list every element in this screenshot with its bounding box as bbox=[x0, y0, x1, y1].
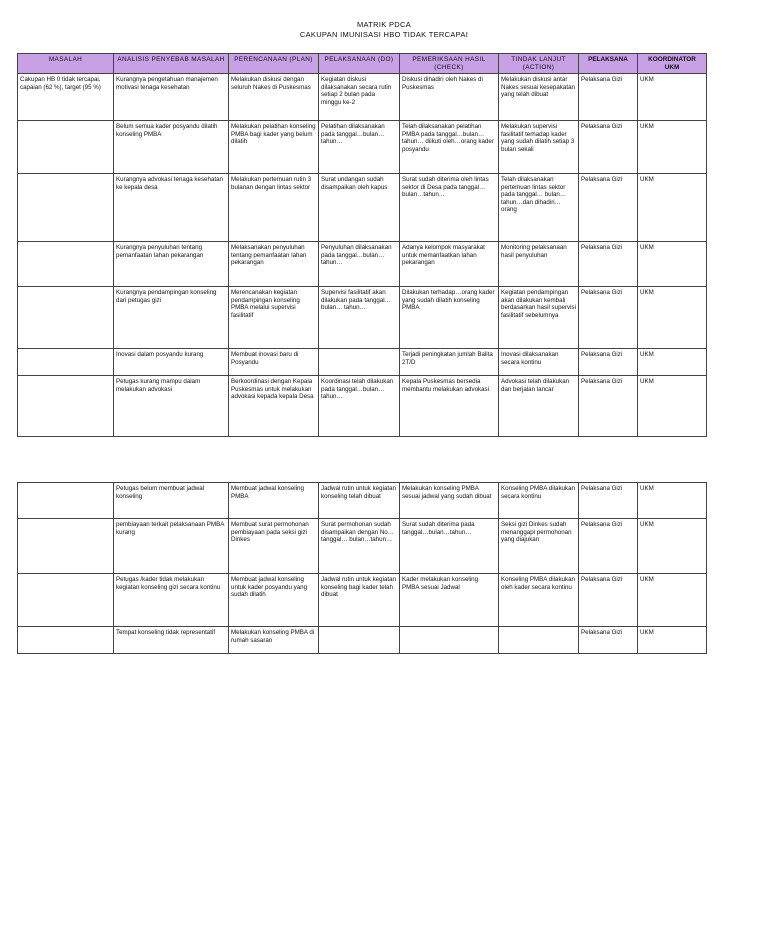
cell-tindak-lanjut: Inovasi dilaksanakan secara kontinu bbox=[499, 349, 579, 376]
cell-masalah bbox=[18, 174, 114, 242]
table-row bbox=[18, 574, 707, 627]
cell-koordinator: UKM bbox=[638, 121, 707, 174]
cell-tindak-lanjut: Seksi gizi Dinkes sudah menanggapi permohonan yang diajukan bbox=[499, 519, 579, 574]
cell-pelaksana: Pelaksana Gizi bbox=[579, 627, 638, 654]
cell-pemeriksaan: Surat sudah diterima pada tanggal…bulan…tahun… bbox=[400, 519, 499, 574]
cell-koordinator: UKM bbox=[638, 242, 707, 287]
cell-pelaksanaan: Surat undangan sudah disampaikan oleh kapus bbox=[319, 174, 400, 242]
cell-pemeriksaan bbox=[400, 627, 499, 654]
cell-masalah bbox=[18, 349, 114, 376]
cell-koordinator: UKM bbox=[638, 174, 707, 242]
document-subtitle: CAKUPAN IMUNISASI HBO TIDAK TERCAPAI bbox=[299, 30, 469, 39]
cell-perencanaan: Membuat jadwal konseling untuk kader posyandu yang sudah dilatih bbox=[229, 574, 319, 627]
cell-analisis: Petugas /kader tidak melakukan kegiatan konseling gizi secara kontinu bbox=[114, 574, 229, 627]
table-row bbox=[18, 174, 707, 242]
cell-pemeriksaan: Terjadi peningkatan jumlah Balita 2T/D bbox=[400, 349, 499, 376]
cell-pelaksana: Pelaksana Gizi bbox=[579, 287, 638, 349]
cell-perencanaan: Merencanakan kegiatan pendampingan konseling PMBA melalui supervisi fasilitatif bbox=[229, 287, 319, 349]
cell-perencanaan: Melakukan pelatihan konseling PMBA bagi kader yang belum dilatih bbox=[229, 121, 319, 174]
cell-masalah bbox=[18, 242, 114, 287]
cell-tindak-lanjut: Konseling PMBA dilakukan secara kontinu bbox=[499, 483, 579, 519]
cell-pelaksana: Pelaksana Gizi bbox=[579, 483, 638, 519]
cell-pelaksanaan: Kegiatan diskusi dilaksanakan secara rutin setiap 2 bulan pada minggu ke-2 bbox=[319, 74, 400, 121]
cell-pelaksana: Pelaksana Gizi bbox=[579, 121, 638, 174]
cell-pelaksana: Pelaksana Gizi bbox=[579, 349, 638, 376]
table-row bbox=[18, 627, 707, 654]
table-row bbox=[18, 287, 707, 349]
cell-koordinator: UKM bbox=[638, 376, 707, 437]
cell-pelaksana: Pelaksana Gizi bbox=[579, 174, 638, 242]
cell-masalah bbox=[18, 574, 114, 627]
header-row bbox=[18, 54, 707, 74]
cell-tindak-lanjut: Monitoring pelaksanaan hasil penyuluhan bbox=[499, 242, 579, 287]
cell-analisis: Kurangnya advokasi tenaga kesehatan ke kepala desa bbox=[114, 174, 229, 242]
table-row bbox=[18, 242, 707, 287]
cell-pemeriksaan: Melakukan konseling PMBA sesuai jadwal yang sudah dibuat bbox=[400, 483, 499, 519]
pdca-matrix-table-1 bbox=[17, 53, 707, 437]
cell-pelaksanaan: Jadwal rutin untuk kegiatan konseling bagi kader telah dibuat bbox=[319, 574, 400, 627]
cell-pelaksanaan: Pelatihan dilaksanakan pada tanggal…bulan… tahun… bbox=[319, 121, 400, 174]
cell-analisis: pembiayaan terkait pelaksanaan PMBA kurang bbox=[114, 519, 229, 574]
cell-analisis: Petugas belum membuat jadwal konseling bbox=[114, 483, 229, 519]
cell-analisis: Kurangnya pendampingan konseling dari petugas gizi bbox=[114, 287, 229, 349]
cell-pelaksanaan: Koordinasi telah dilakukan pada tanggal…bulan… tahun… bbox=[319, 376, 400, 437]
cell-pelaksana: Pelaksana Gizi bbox=[579, 74, 638, 121]
cell-pelaksanaan: Supervisi fasilitatif akan dilakukan pada tanggal…bulan… tahun… bbox=[319, 287, 400, 349]
cell-masalah bbox=[18, 376, 114, 437]
cell-masalah bbox=[18, 287, 114, 349]
cell-analisis: Petugas kurang mampu dalam melakukan advokasi bbox=[114, 376, 229, 437]
header-koordinator: KOORDINATOR UKM bbox=[638, 54, 707, 74]
cell-pemeriksaan: Diskusi dihadiri oleh Nakes di Puskesmas bbox=[400, 74, 499, 121]
cell-perencanaan: Melakukan diskusi dengan seluruh Nakes di Puskesmas bbox=[229, 74, 319, 121]
cell-analisis: Kurangnya penyuluhan tentang pemanfaatan lahan pekarangan bbox=[114, 242, 229, 287]
cell-tindak-lanjut: Kegiatan pendampingan akan dilakukan kembali berdasarkan hasil supervisi fasilitatif sebelumnya bbox=[499, 287, 579, 349]
cell-perencanaan: Melakukan pertemuan rutin 3 bulanan dengan lintas sektor bbox=[229, 174, 319, 242]
cell-analisis: Kurangnya pengetahuan manajemen motivasi tenaga kesehatan bbox=[114, 74, 229, 121]
cell-perencanaan: Membuat surat permohonan pembiayaan pada seksi gizi Dinkes bbox=[229, 519, 319, 574]
pdca-matrix-table-2 bbox=[17, 482, 707, 654]
table-row bbox=[18, 483, 707, 519]
cell-koordinator: UKM bbox=[638, 627, 707, 654]
header-tindak-lanjut: TINDAK LANJUT (ACTION) bbox=[499, 54, 579, 74]
cell-masalah bbox=[18, 483, 114, 519]
cell-tindak-lanjut: Advokasi telah dilakukan dan berjalan lancar bbox=[499, 376, 579, 437]
cell-pemeriksaan: Kader melakukan konseling PMBA sesuai Jadwal bbox=[400, 574, 499, 627]
cell-tindak-lanjut: Telah dilaksanakan pertemuan lintas sektor pada tanggal… bulan…tahun…dan dihadiri…orang bbox=[499, 174, 579, 242]
cell-pelaksanaan: Surat permohonan sudah disampaikan dengan No…tanggal… bulan…tahun… bbox=[319, 519, 400, 574]
cell-koordinator: UKM bbox=[638, 287, 707, 349]
cell-masalah bbox=[18, 519, 114, 574]
cell-perencanaan: Berkoordinasi dengan Kepala Puskesmas untuk melakukan advokasi kepada kepala Desa bbox=[229, 376, 319, 437]
table-row bbox=[18, 121, 707, 174]
table-row bbox=[18, 519, 707, 574]
header-perencanaan: PERENCANAAN (PLAN) bbox=[229, 54, 319, 74]
header-pemeriksaan: PEMERIKSAAN HASIL (CHECK) bbox=[400, 54, 499, 74]
cell-pemeriksaan: Surat sudah diterima oleh lintas sektor di Desa pada tanggal…bulan…tahun… bbox=[400, 174, 499, 242]
cell-koordinator: UKM bbox=[638, 574, 707, 627]
cell-tindak-lanjut: Melakukan supervisi fasilitatif terhadap kader yang sudah dilatih setiap 3 bulan sekali bbox=[499, 121, 579, 174]
cell-pemeriksaan: Adanya kelompok masyarakat untuk memanfaatkan lahan pekarangan bbox=[400, 242, 499, 287]
cell-tindak-lanjut bbox=[499, 627, 579, 654]
cell-pemeriksaan: Kepala Puskesmas bersedia membantu melakukan advokasi bbox=[400, 376, 499, 437]
cell-pelaksanaan: Penyuluhan dilaksanakan pada tanggal…bulan… tahun… bbox=[319, 242, 400, 287]
cell-masalah bbox=[18, 627, 114, 654]
cell-tindak-lanjut: Konseling PMBA dilakukan oleh kader secara kontinu bbox=[499, 574, 579, 627]
cell-pemeriksaan: Dilakukan terhadap…orang kader yang sudah dilatih konseling PMBA bbox=[400, 287, 499, 349]
cell-perencanaan: Melakukan konseling PMBA di rumah sasaran bbox=[229, 627, 319, 654]
cell-koordinator: UKM bbox=[638, 74, 707, 121]
document-title: MATRIK PDCA bbox=[357, 20, 411, 29]
cell-masalah bbox=[18, 121, 114, 174]
header-pelaksanaan: PELAKSANAAN (DO) bbox=[319, 54, 400, 74]
cell-pelaksanaan bbox=[319, 349, 400, 376]
cell-analisis: Belum semua kader posyandu dilatih konseling PMBA bbox=[114, 121, 229, 174]
cell-pelaksana: Pelaksana Gizi bbox=[579, 519, 638, 574]
table-row bbox=[18, 349, 707, 376]
cell-pelaksana: Pelaksana Gizi bbox=[579, 242, 638, 287]
cell-pelaksanaan bbox=[319, 627, 400, 654]
cell-perencanaan: Membuat jadwal konseling PMBA bbox=[229, 483, 319, 519]
cell-masalah: Cakupan HB 0 tidak tercapai, capaian (62 %), target (95 %) bbox=[18, 74, 114, 121]
header-analisis: ANALISIS PENYEBAB MASALAH bbox=[114, 54, 229, 74]
cell-pelaksana: Pelaksana Gizi bbox=[579, 376, 638, 437]
cell-perencanaan: Melaksanakan penyuluhan tentang pemanfaatan lahan pekarangan bbox=[229, 242, 319, 287]
header-pelaksana: PELAKSANA bbox=[579, 54, 638, 74]
cell-pelaksanaan: Jadwal rutin untuk kegiatan konseling telah dibuat bbox=[319, 483, 400, 519]
cell-koordinator: UKM bbox=[638, 483, 707, 519]
cell-tindak-lanjut: Melakukan diskusi antar Nakes sesuai kesepakatan yang telah dibuat bbox=[499, 74, 579, 121]
cell-koordinator: UKM bbox=[638, 349, 707, 376]
table-row bbox=[18, 74, 707, 121]
cell-pemeriksaan: Telah dilaksanakan pelatihan PMBA pada tanggal…bulan…tahun… diikuti oleh…orang kader posyandu bbox=[400, 121, 499, 174]
header-masalah: MASALAH bbox=[18, 54, 114, 74]
cell-analisis: Tempat konseling tidak representatif bbox=[114, 627, 229, 654]
cell-pelaksana: Pelaksana Gizi bbox=[579, 574, 638, 627]
table-row bbox=[18, 376, 707, 437]
cell-analisis: Inovasi dalam posyandu kurang bbox=[114, 349, 229, 376]
cell-perencanaan: Membuat inovasi baru di Posyandu bbox=[229, 349, 319, 376]
cell-koordinator: UKM bbox=[638, 519, 707, 574]
